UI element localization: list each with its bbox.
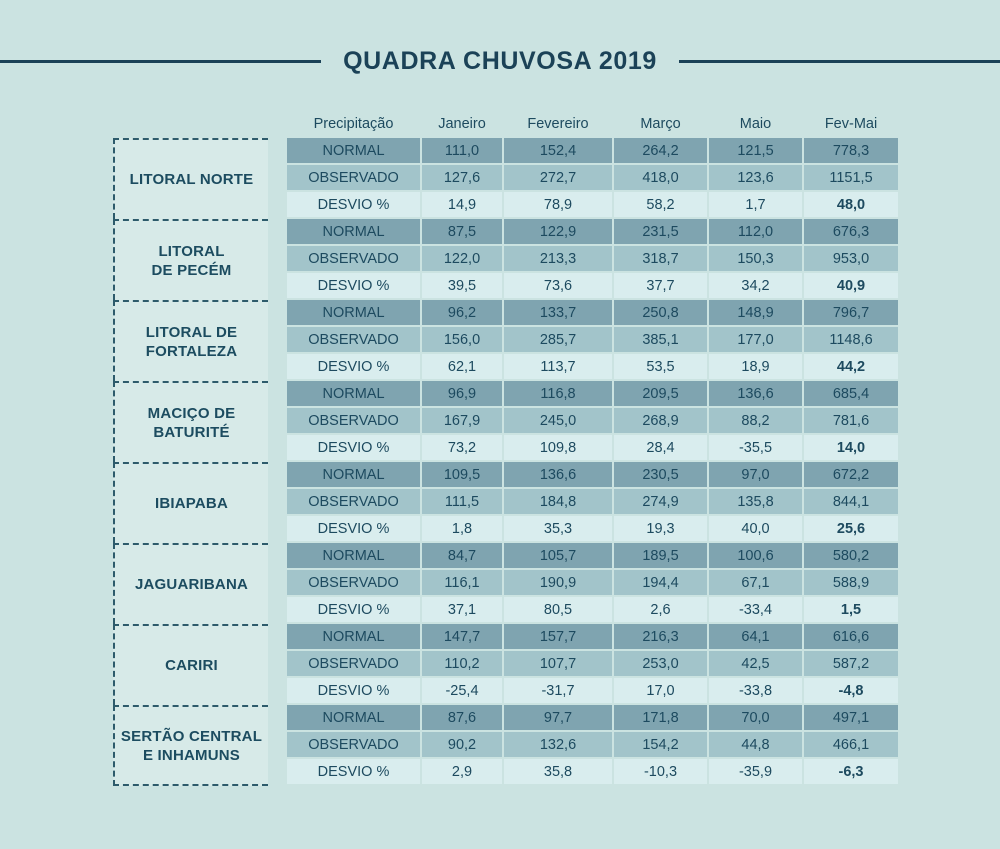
value-cell: 18,9 bbox=[709, 354, 802, 379]
value-cell: 122,9 bbox=[504, 219, 612, 244]
value-cell: 53,5 bbox=[614, 354, 707, 379]
value-cell: 25,6 bbox=[804, 516, 898, 541]
value-cell: 111,0 bbox=[422, 138, 502, 163]
table-row bbox=[287, 219, 898, 244]
value-cell: 28,4 bbox=[614, 435, 707, 460]
value-cell: 48,0 bbox=[804, 192, 898, 217]
value-cell: 19,3 bbox=[614, 516, 707, 541]
value-cell: 616,6 bbox=[804, 624, 898, 649]
table-row bbox=[287, 651, 898, 676]
row-type-label: DESVIO % bbox=[287, 678, 420, 703]
row-type-label: NORMAL bbox=[287, 138, 420, 163]
value-cell: 1,5 bbox=[804, 597, 898, 622]
table-row bbox=[287, 408, 898, 433]
table-row bbox=[287, 705, 898, 730]
row-type-label: NORMAL bbox=[287, 705, 420, 730]
value-cell: 64,1 bbox=[709, 624, 802, 649]
value-cell: 136,6 bbox=[709, 381, 802, 406]
value-cell: 672,2 bbox=[804, 462, 898, 487]
row-type-label: NORMAL bbox=[287, 624, 420, 649]
value-cell: 39,5 bbox=[422, 273, 502, 298]
value-cell: 588,9 bbox=[804, 570, 898, 595]
value-cell: 264,2 bbox=[614, 138, 707, 163]
value-cell: 154,2 bbox=[614, 732, 707, 757]
table-row bbox=[287, 543, 898, 568]
value-cell: 177,0 bbox=[709, 327, 802, 352]
value-cell: 245,0 bbox=[504, 408, 612, 433]
region-label-line: SERTÃO CENTRAL bbox=[120, 727, 263, 745]
value-cell: 100,6 bbox=[709, 543, 802, 568]
value-cell: 97,7 bbox=[504, 705, 612, 730]
value-cell: 171,8 bbox=[614, 705, 707, 730]
value-cell: 216,3 bbox=[614, 624, 707, 649]
value-cell: 73,6 bbox=[504, 273, 612, 298]
value-cell: 213,3 bbox=[504, 246, 612, 271]
value-cell: 14,0 bbox=[804, 435, 898, 460]
region-label bbox=[113, 300, 268, 381]
value-cell: 167,9 bbox=[422, 408, 502, 433]
table-row bbox=[287, 597, 898, 622]
value-cell: 150,3 bbox=[709, 246, 802, 271]
value-cell: 781,6 bbox=[804, 408, 898, 433]
value-cell: 953,0 bbox=[804, 246, 898, 271]
value-cell: -10,3 bbox=[614, 759, 707, 784]
value-cell: -33,4 bbox=[709, 597, 802, 622]
region-label-line: FORTALEZA bbox=[145, 342, 238, 360]
value-cell: 135,8 bbox=[709, 489, 802, 514]
value-cell: 40,9 bbox=[804, 273, 898, 298]
row-type-label: NORMAL bbox=[287, 381, 420, 406]
value-cell: 80,5 bbox=[504, 597, 612, 622]
region-label bbox=[113, 543, 268, 624]
value-cell: -33,8 bbox=[709, 678, 802, 703]
row-type-label: DESVIO % bbox=[287, 516, 420, 541]
region-labels-column bbox=[113, 138, 268, 786]
value-cell: 84,7 bbox=[422, 543, 502, 568]
region-label-line: LITORAL DE bbox=[145, 323, 238, 341]
value-cell: 1151,5 bbox=[804, 165, 898, 190]
region-label-line: MACIÇO DE bbox=[147, 404, 236, 422]
value-cell: 194,4 bbox=[614, 570, 707, 595]
row-type-label: NORMAL bbox=[287, 543, 420, 568]
value-cell: 14,9 bbox=[422, 192, 502, 217]
value-cell: 34,2 bbox=[709, 273, 802, 298]
title-rule-right bbox=[679, 60, 1000, 63]
row-type-label: DESVIO % bbox=[287, 354, 420, 379]
table-row bbox=[287, 192, 898, 217]
title-rule-left bbox=[0, 60, 321, 63]
value-cell: 587,2 bbox=[804, 651, 898, 676]
value-cell: 148,9 bbox=[709, 300, 802, 325]
value-cell: 111,5 bbox=[422, 489, 502, 514]
value-cell: 87,6 bbox=[422, 705, 502, 730]
value-cell: 778,3 bbox=[804, 138, 898, 163]
value-cell: 497,1 bbox=[804, 705, 898, 730]
value-cell: 113,7 bbox=[504, 354, 612, 379]
row-type-label: OBSERVADO bbox=[287, 246, 420, 271]
column-header-maio: Maio bbox=[739, 116, 772, 132]
value-cell: -25,4 bbox=[422, 678, 502, 703]
row-type-label: OBSERVADO bbox=[287, 489, 420, 514]
row-type-label: OBSERVADO bbox=[287, 651, 420, 676]
value-cell: 685,4 bbox=[804, 381, 898, 406]
value-cell: 37,7 bbox=[614, 273, 707, 298]
value-cell: 136,6 bbox=[504, 462, 612, 487]
row-type-label: NORMAL bbox=[287, 300, 420, 325]
table-row bbox=[287, 489, 898, 514]
value-cell: 274,9 bbox=[614, 489, 707, 514]
table-row bbox=[287, 300, 898, 325]
value-cell: 272,7 bbox=[504, 165, 612, 190]
value-cell: 109,5 bbox=[422, 462, 502, 487]
table-row bbox=[287, 732, 898, 757]
row-type-label: OBSERVADO bbox=[287, 732, 420, 757]
value-cell: 122,0 bbox=[422, 246, 502, 271]
page-title: QUADRA CHUVOSA 2019 bbox=[343, 47, 657, 75]
value-cell: 78,9 bbox=[504, 192, 612, 217]
value-cell: 2,6 bbox=[614, 597, 707, 622]
value-cell: 107,7 bbox=[504, 651, 612, 676]
value-cell: 109,8 bbox=[504, 435, 612, 460]
value-cell: 17,0 bbox=[614, 678, 707, 703]
value-cell: 73,2 bbox=[422, 435, 502, 460]
value-cell: 385,1 bbox=[614, 327, 707, 352]
value-cell: 418,0 bbox=[614, 165, 707, 190]
value-cell: -35,9 bbox=[709, 759, 802, 784]
value-cell: 184,8 bbox=[504, 489, 612, 514]
value-cell: 190,9 bbox=[504, 570, 612, 595]
column-header-fevereiro: Fevereiro bbox=[527, 116, 589, 132]
value-cell: 133,7 bbox=[504, 300, 612, 325]
value-cell: 96,2 bbox=[422, 300, 502, 325]
value-cell: 123,6 bbox=[709, 165, 802, 190]
value-cell: 676,3 bbox=[804, 219, 898, 244]
region-label bbox=[113, 138, 268, 219]
value-cell: 44,2 bbox=[804, 354, 898, 379]
value-cell: 127,6 bbox=[422, 165, 502, 190]
value-cell: 110,2 bbox=[422, 651, 502, 676]
table-row bbox=[287, 165, 898, 190]
value-cell: 231,5 bbox=[614, 219, 707, 244]
region-label-line: JAGUARIBANA bbox=[134, 576, 249, 593]
value-cell: 796,7 bbox=[804, 300, 898, 325]
value-cell: 132,6 bbox=[504, 732, 612, 757]
table-row bbox=[287, 246, 898, 271]
value-cell: 268,9 bbox=[614, 408, 707, 433]
value-cell: 318,7 bbox=[614, 246, 707, 271]
value-cell: 230,5 bbox=[614, 462, 707, 487]
value-cell: 40,0 bbox=[709, 516, 802, 541]
table-row bbox=[287, 435, 898, 460]
table-row bbox=[287, 381, 898, 406]
value-cell: 157,7 bbox=[504, 624, 612, 649]
value-cell: 112,0 bbox=[709, 219, 802, 244]
value-cell: 466,1 bbox=[804, 732, 898, 757]
row-type-label: OBSERVADO bbox=[287, 408, 420, 433]
table-row bbox=[287, 273, 898, 298]
region-label-line: CARIRI bbox=[165, 657, 218, 674]
row-type-label: DESVIO % bbox=[287, 273, 420, 298]
row-type-label: OBSERVADO bbox=[287, 570, 420, 595]
region-label-line: E INHAMUNS bbox=[142, 746, 240, 764]
region-label bbox=[113, 705, 268, 786]
table-row bbox=[287, 327, 898, 352]
value-cell: 88,2 bbox=[709, 408, 802, 433]
region-label bbox=[113, 462, 268, 543]
row-type-label: DESVIO % bbox=[287, 192, 420, 217]
column-header-precipitacao: Precipitação bbox=[313, 116, 394, 132]
value-cell: 58,2 bbox=[614, 192, 707, 217]
value-cell: 62,1 bbox=[422, 354, 502, 379]
value-cell: 250,8 bbox=[614, 300, 707, 325]
region-label-line: BATURITÉ bbox=[153, 423, 230, 441]
column-header-fev-mai: Fev-Mai bbox=[824, 116, 878, 132]
value-cell: 87,5 bbox=[422, 219, 502, 244]
row-type-label: NORMAL bbox=[287, 219, 420, 244]
value-cell: 189,5 bbox=[614, 543, 707, 568]
row-type-label: OBSERVADO bbox=[287, 327, 420, 352]
column-header-janeiro: Janeiro bbox=[438, 116, 486, 132]
value-cell: 121,5 bbox=[709, 138, 802, 163]
value-cell: 96,9 bbox=[422, 381, 502, 406]
value-cell: 90,2 bbox=[422, 732, 502, 757]
value-cell: 97,0 bbox=[709, 462, 802, 487]
value-cell: 35,8 bbox=[504, 759, 612, 784]
value-cell: 844,1 bbox=[804, 489, 898, 514]
table-row bbox=[287, 759, 898, 784]
region-label-line: DE PECÉM bbox=[151, 261, 232, 279]
value-cell: 253,0 bbox=[614, 651, 707, 676]
value-cell: 152,4 bbox=[504, 138, 612, 163]
row-type-label: OBSERVADO bbox=[287, 165, 420, 190]
value-cell: 580,2 bbox=[804, 543, 898, 568]
value-cell: 42,5 bbox=[709, 651, 802, 676]
region-label bbox=[113, 219, 268, 300]
table-row bbox=[287, 516, 898, 541]
table-row bbox=[287, 462, 898, 487]
row-type-label: DESVIO % bbox=[287, 597, 420, 622]
row-type-label: NORMAL bbox=[287, 462, 420, 487]
column-header-marco: Março bbox=[640, 116, 681, 132]
value-cell: 35,3 bbox=[504, 516, 612, 541]
value-cell: 116,1 bbox=[422, 570, 502, 595]
table-row bbox=[287, 678, 898, 703]
row-type-label: DESVIO % bbox=[287, 759, 420, 784]
value-cell: 67,1 bbox=[709, 570, 802, 595]
value-cell: 2,9 bbox=[422, 759, 502, 784]
table-row bbox=[287, 138, 898, 163]
title-bar bbox=[0, 47, 1000, 76]
region-label bbox=[113, 624, 268, 705]
value-cell: 70,0 bbox=[709, 705, 802, 730]
value-cell: 44,8 bbox=[709, 732, 802, 757]
table-row bbox=[287, 624, 898, 649]
region-label bbox=[113, 381, 268, 462]
region-label-line: LITORAL NORTE bbox=[129, 171, 254, 188]
table-row bbox=[287, 354, 898, 379]
value-cell: 116,8 bbox=[504, 381, 612, 406]
value-cell: -6,3 bbox=[804, 759, 898, 784]
value-cell: 156,0 bbox=[422, 327, 502, 352]
value-cell: -35,5 bbox=[709, 435, 802, 460]
value-cell: 105,7 bbox=[504, 543, 612, 568]
value-cell: 147,7 bbox=[422, 624, 502, 649]
value-cell: 1,7 bbox=[709, 192, 802, 217]
header-row bbox=[287, 112, 898, 136]
value-cell: 37,1 bbox=[422, 597, 502, 622]
value-cell: 285,7 bbox=[504, 327, 612, 352]
row-type-label: DESVIO % bbox=[287, 435, 420, 460]
value-cell: -4,8 bbox=[804, 678, 898, 703]
value-cell: 209,5 bbox=[614, 381, 707, 406]
value-cell: -31,7 bbox=[504, 678, 612, 703]
region-label-line: IBIAPABA bbox=[155, 495, 228, 512]
region-label-line: LITORAL bbox=[158, 242, 225, 260]
value-cell: 1148,6 bbox=[804, 327, 898, 352]
table-row bbox=[287, 570, 898, 595]
precipitation-table bbox=[285, 110, 900, 786]
value-cell: 1,8 bbox=[422, 516, 502, 541]
